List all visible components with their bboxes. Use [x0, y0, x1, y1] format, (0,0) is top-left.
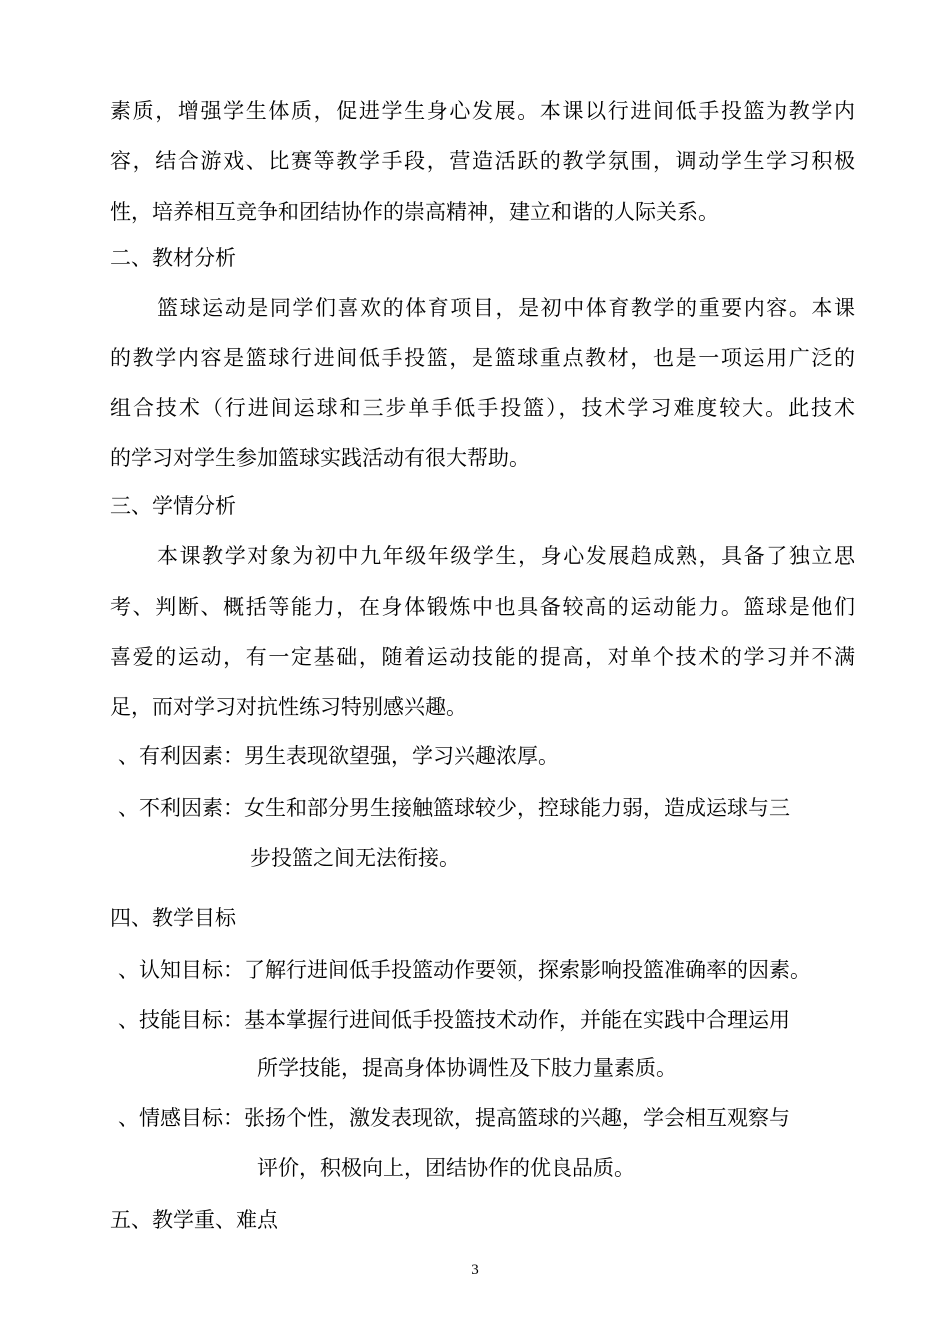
list-item-continuation: 评价，积极向上，团结协作的优良品质。 [257, 1156, 635, 1180]
page-number: 3 [471, 1262, 479, 1278]
list-item-favorable: 、有利因素：男生表现欲望强，学习兴趣浓厚。 [118, 744, 559, 768]
section-heading: 三、学情分析 [110, 494, 236, 518]
paragraph-line: 素质，增强学生体质，促进学生身心发展。本课以行进间低手投篮为教学内 [110, 99, 855, 123]
paragraph-line: 容，结合游戏、比赛等教学手段，营造活跃的教学氛围，调动学生学习积极 [110, 149, 855, 173]
list-item-emotional-goal: 、情感目标：张扬个性，激发表现欲，提高篮球的兴趣，学会相互观察与 [118, 1106, 790, 1130]
list-item-continuation: 步投篮之间无法衔接。 [250, 846, 460, 870]
paragraph-line: 的教学内容是篮球行进间低手投篮，是篮球重点教材，也是一项运用广泛的 [110, 346, 855, 370]
section-heading: 五、教学重、难点 [110, 1208, 278, 1232]
section-heading: 四、教学目标 [110, 906, 236, 930]
section-heading: 二、教材分析 [110, 246, 236, 270]
paragraph-line: 性，培养相互竞争和团结协作的崇高精神，建立和谐的人际关系。 [110, 200, 719, 224]
paragraph-line: 组合技术（行进间运球和三步单手低手投篮），技术学习难度较大。此技术 [110, 396, 855, 420]
paragraph-line: 足，而对学习对抗性练习特别感兴趣。 [110, 695, 467, 719]
list-item-cognitive-goal: 、认知目标：了解行进间低手投篮动作要领，探索影响投篮准确率的因素。 [118, 958, 811, 982]
paragraph-line: 篮球运动是同学们喜欢的体育项目，是初中体育教学的重要内容。本课 [157, 296, 855, 320]
list-item-unfavorable: 、不利因素：女生和部分男生接触篮球较少，控球能力弱，造成运球与三 [118, 796, 790, 820]
paragraph-line: 的学习对学生参加篮球实践活动有很大帮助。 [110, 446, 530, 470]
paragraph-line: 喜爱的运动，有一定基础，随着运动技能的提高，对单个技术的学习并不满 [110, 645, 855, 669]
list-item-skill-goal: 、技能目标：基本掌握行进间低手投篮技术动作，并能在实践中合理运用 [118, 1008, 790, 1032]
paragraph-line: 本课教学对象为初中九年级年级学生，身心发展趋成熟，具备了独立思 [157, 544, 855, 568]
list-item-continuation: 所学技能，提高身体协调性及下肢力量素质。 [257, 1056, 677, 1080]
paragraph-line: 考、判断、概括等能力，在身体锻炼中也具备较高的运动能力。篮球是他们 [110, 595, 855, 619]
